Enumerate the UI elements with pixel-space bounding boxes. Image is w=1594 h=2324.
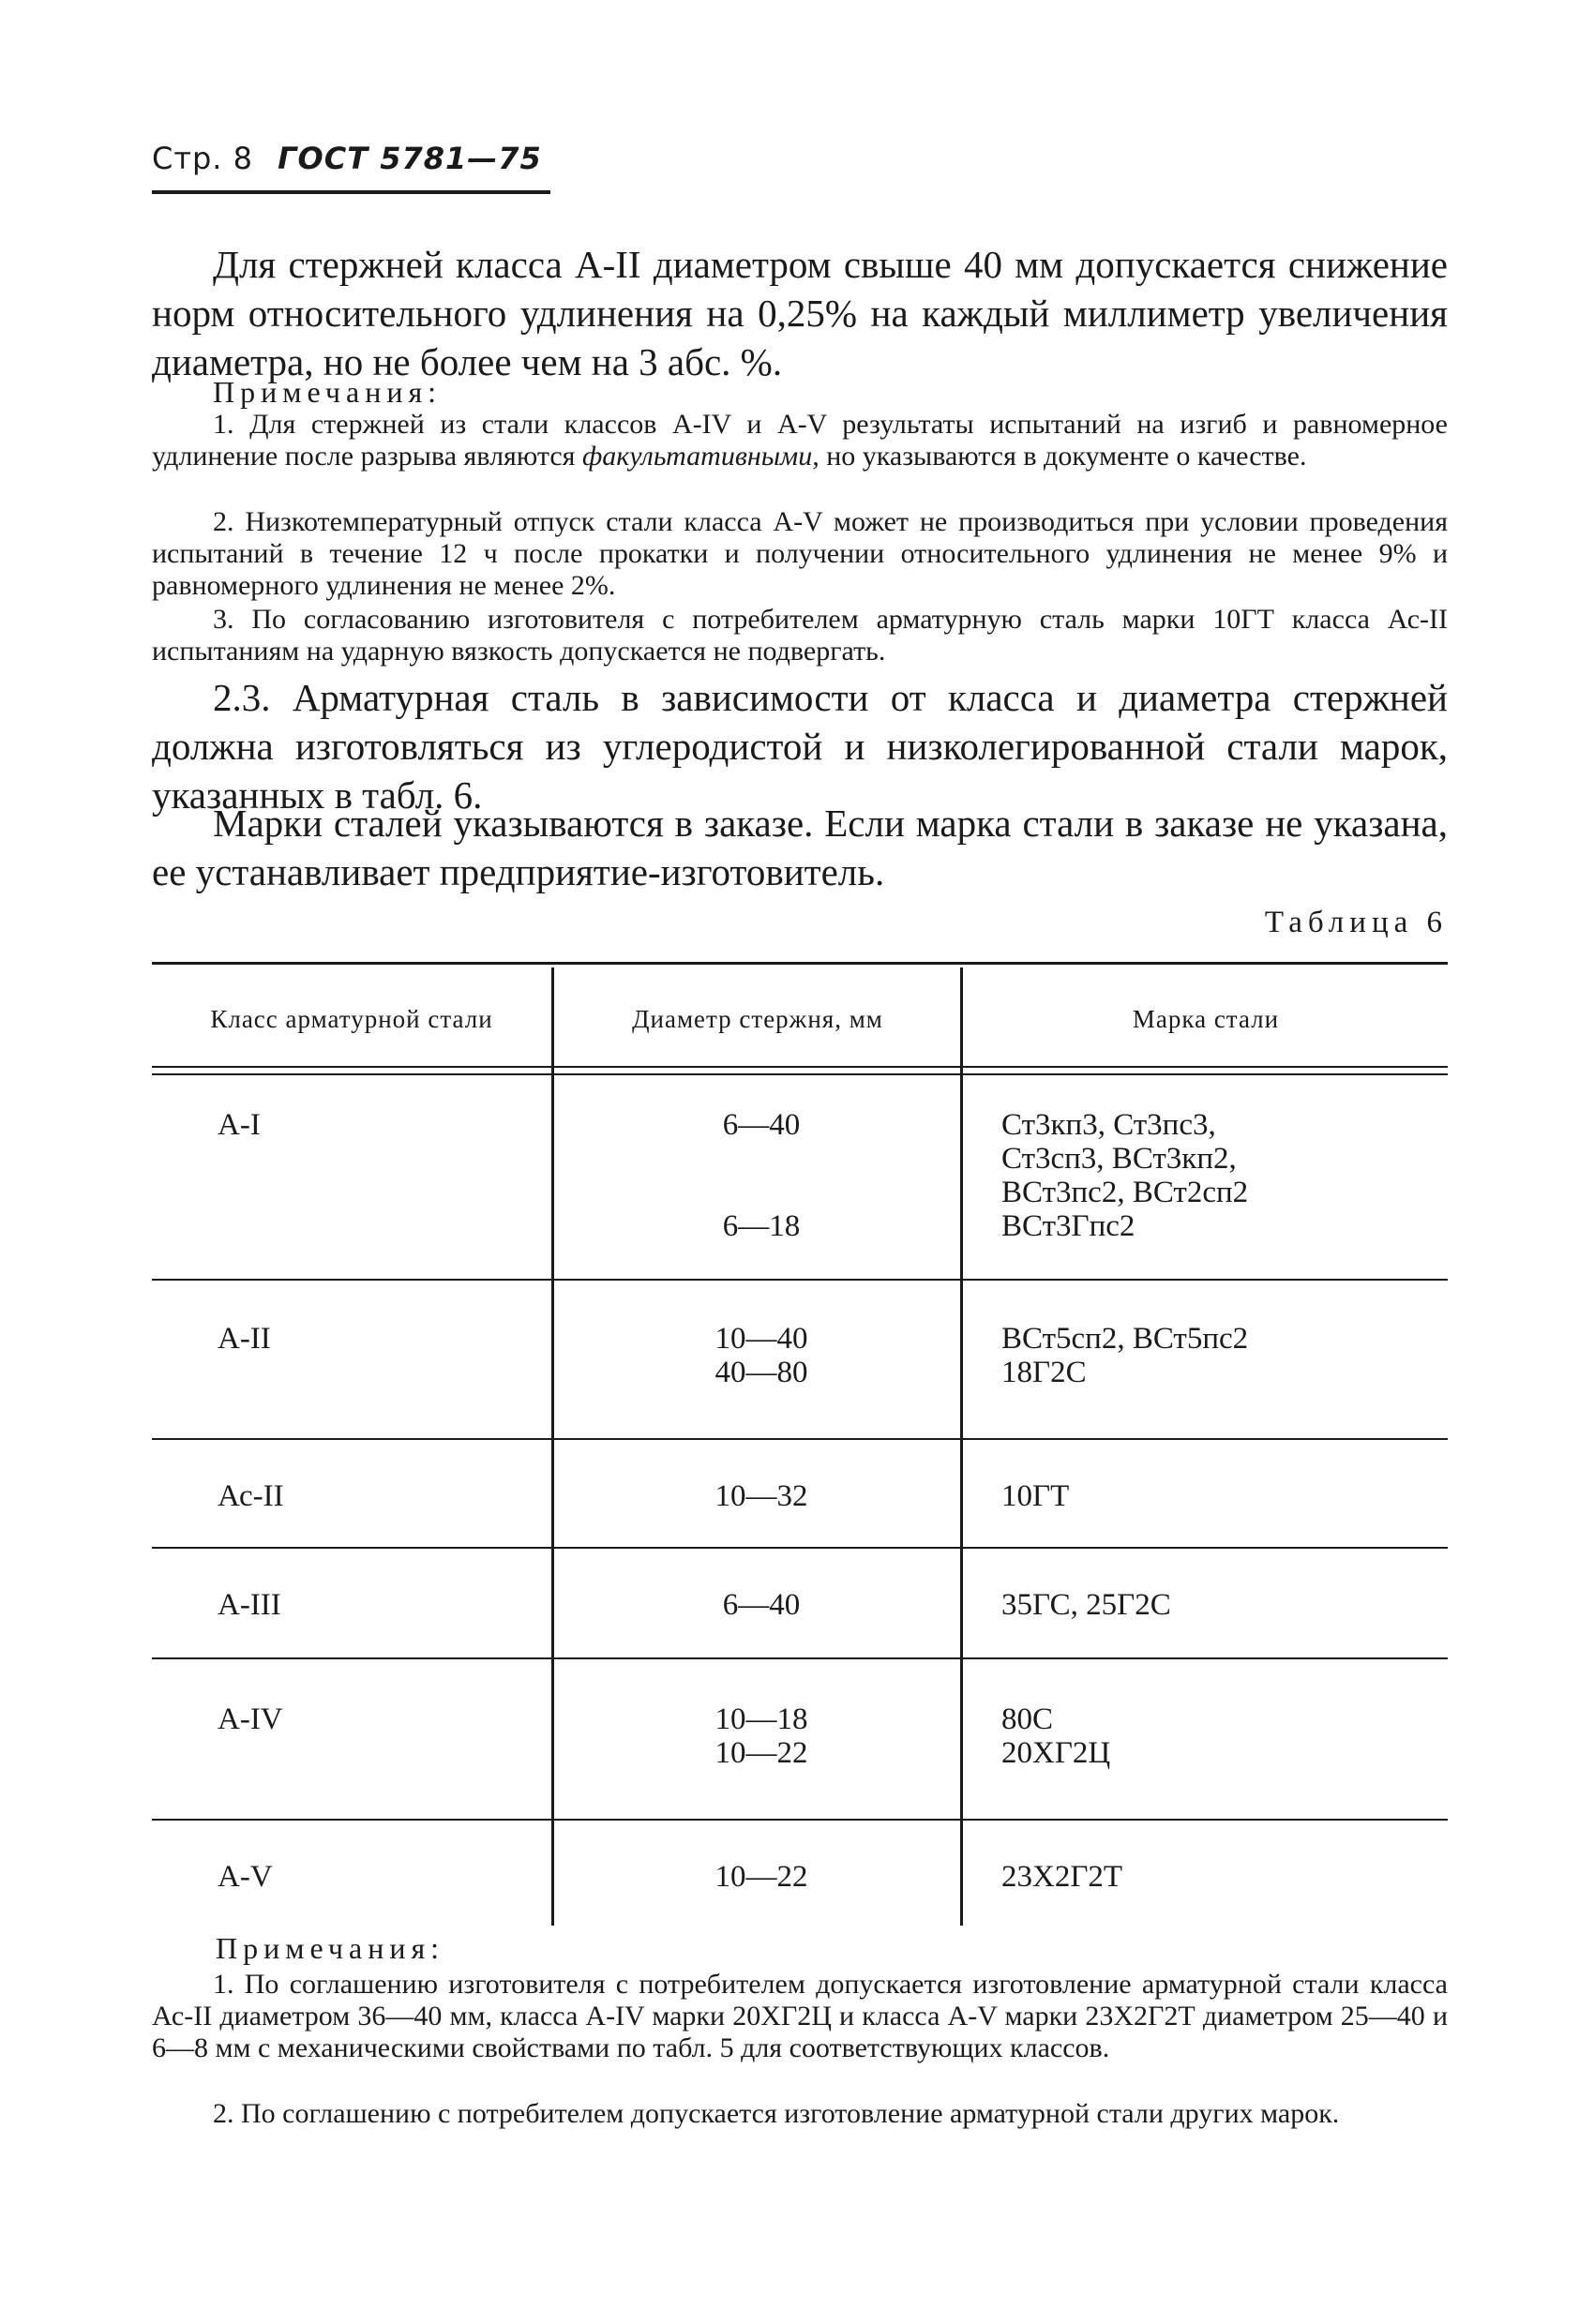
paragraph-2-3: 2.3. Арматурная сталь в зависимости от класса и диаметра стержней должна изготовляться из углеродистой и низколегированной стали марок, указанных в табл. 6. [152,676,1448,817]
table-row-rule [152,1819,1448,1821]
table-cell-diameter: 10—22 [714,1860,808,1894]
table-cell-diameter: 40—80 [714,1356,808,1389]
table-cell-diameter: 10—22 [714,1736,808,1770]
notes-2-item-1: 1. По соглашению изготовителя с потребителем допускается изготовление арматурной стали класса Ас-II диаметром 36—40 мм, класса А-IV марки 20ХГ2Ц и класса А-V марки 23Х2Г2Т диаметром 25—40 и 6—8 мм с механическими свойствами по табл. 5 для соответствующих классов. [152,1969,1448,2063]
table-header-class: Класс арматурной стали [210,1005,493,1033]
table-cell-grade: ВСт5сп2, ВСт5пс2 [1001,1322,1249,1356]
paragraph-1: Для стержней класса А-II диаметром свыше 40 мм допускается снижение норм относительного удлинения на 0,25% на каждый миллиметр увеличения диаметра, но не более чем на 3 абс. %. [152,243,1448,383]
notes-1-item-3: 3. По согласованию изготовителя с потребителем арматурную сталь марки 10ГТ класса Ас-II испытаниям на ударную вязкость допускается не подвергать. [152,604,1448,667]
table-cell-grade: Ст3сп3, ВСт3кп2, [1001,1142,1237,1176]
table-cell-diameter: 10—18 [714,1702,808,1736]
notes-2-item-2: 2. По соглашению с потребителем допускается изготовление арматурной стали других марок. [213,2098,1340,2129]
table-cell-grade: 80С [1001,1702,1054,1736]
header-rule [152,190,550,194]
table-cell-grade: 20ХГ2Ц [1001,1736,1111,1770]
table-row-rule [152,1547,1448,1549]
table-top-rule [152,962,1448,965]
paragraph-3: Марки сталей указываются в заказе. Если марка стали в заказе не указана, ее устанавливает предприятие-изготовитель. [152,802,1448,893]
table-row-rule [152,1657,1448,1659]
table-cell-diameter: 6—40 [722,1588,801,1622]
table-cell-diameter: 6—40 [722,1108,801,1142]
table-header-diameter: Диаметр стержня, мм [632,1005,883,1033]
table-cell-grade: 10ГТ [1001,1479,1070,1513]
table-row-rule [152,1438,1448,1440]
table-cell-diameter: 10—32 [714,1479,808,1513]
table-cell-class: А-III [218,1588,281,1622]
table-col-divider-1 [551,967,554,1926]
table-cell-class: А-IV [218,1702,283,1736]
page-number: Стр. 8 [152,141,253,176]
table-cell-grade: 23Х2Г2Т [1001,1860,1123,1894]
table-cell-grade: 18Г2С [1001,1356,1087,1389]
table-cell-grade: ВСт3пс2, ВСт2сп2 [1001,1176,1249,1209]
table-row-rule [152,1279,1448,1281]
table-cell-class: Ас-II [218,1479,284,1513]
table-cell-class: А-II [218,1322,271,1356]
notes-1-item-1: 1. Для стержней из стали классов А-IV и А-V результаты испытаний на изгиб и равномерное удлинение после разрыва являются факультативными, но указываются в документе о качестве. [152,409,1448,472]
table-cell-grade: 35ГС, 25Г2С [1001,1588,1171,1622]
table-cell-class: А-V [218,1860,273,1894]
table-cell-grade: ВСт3Гпс2 [1001,1209,1135,1243]
table-header-rule-1 [152,1066,1448,1068]
table-cell-diameter: 6—18 [722,1209,801,1243]
table-header-rule-2 [152,1073,1448,1075]
table-cell-class: А-I [218,1108,261,1142]
standard-number: ГОСТ 5781—75 [278,141,542,176]
table-cell-grade: Ст3кп3, Ст3пс3, [1001,1108,1216,1142]
page-header [152,141,542,176]
table-caption: Таблица 6 [1264,906,1448,939]
notes-2-title: Примечания: [216,1931,445,1965]
notes-1-title: Примечания: [213,375,443,409]
table-cell-diameter: 10—40 [714,1322,808,1356]
notes-1-item-2: 2. Низкотемпературный отпуск стали класса А-V может не производиться при условии проведения испытаний в течение 12 ч после прокатки и получении относительного удлинения не менее 9% и равномерного удлинения не менее 2%. [152,506,1448,601]
table-header-grade: Марка стали [1132,1005,1280,1033]
